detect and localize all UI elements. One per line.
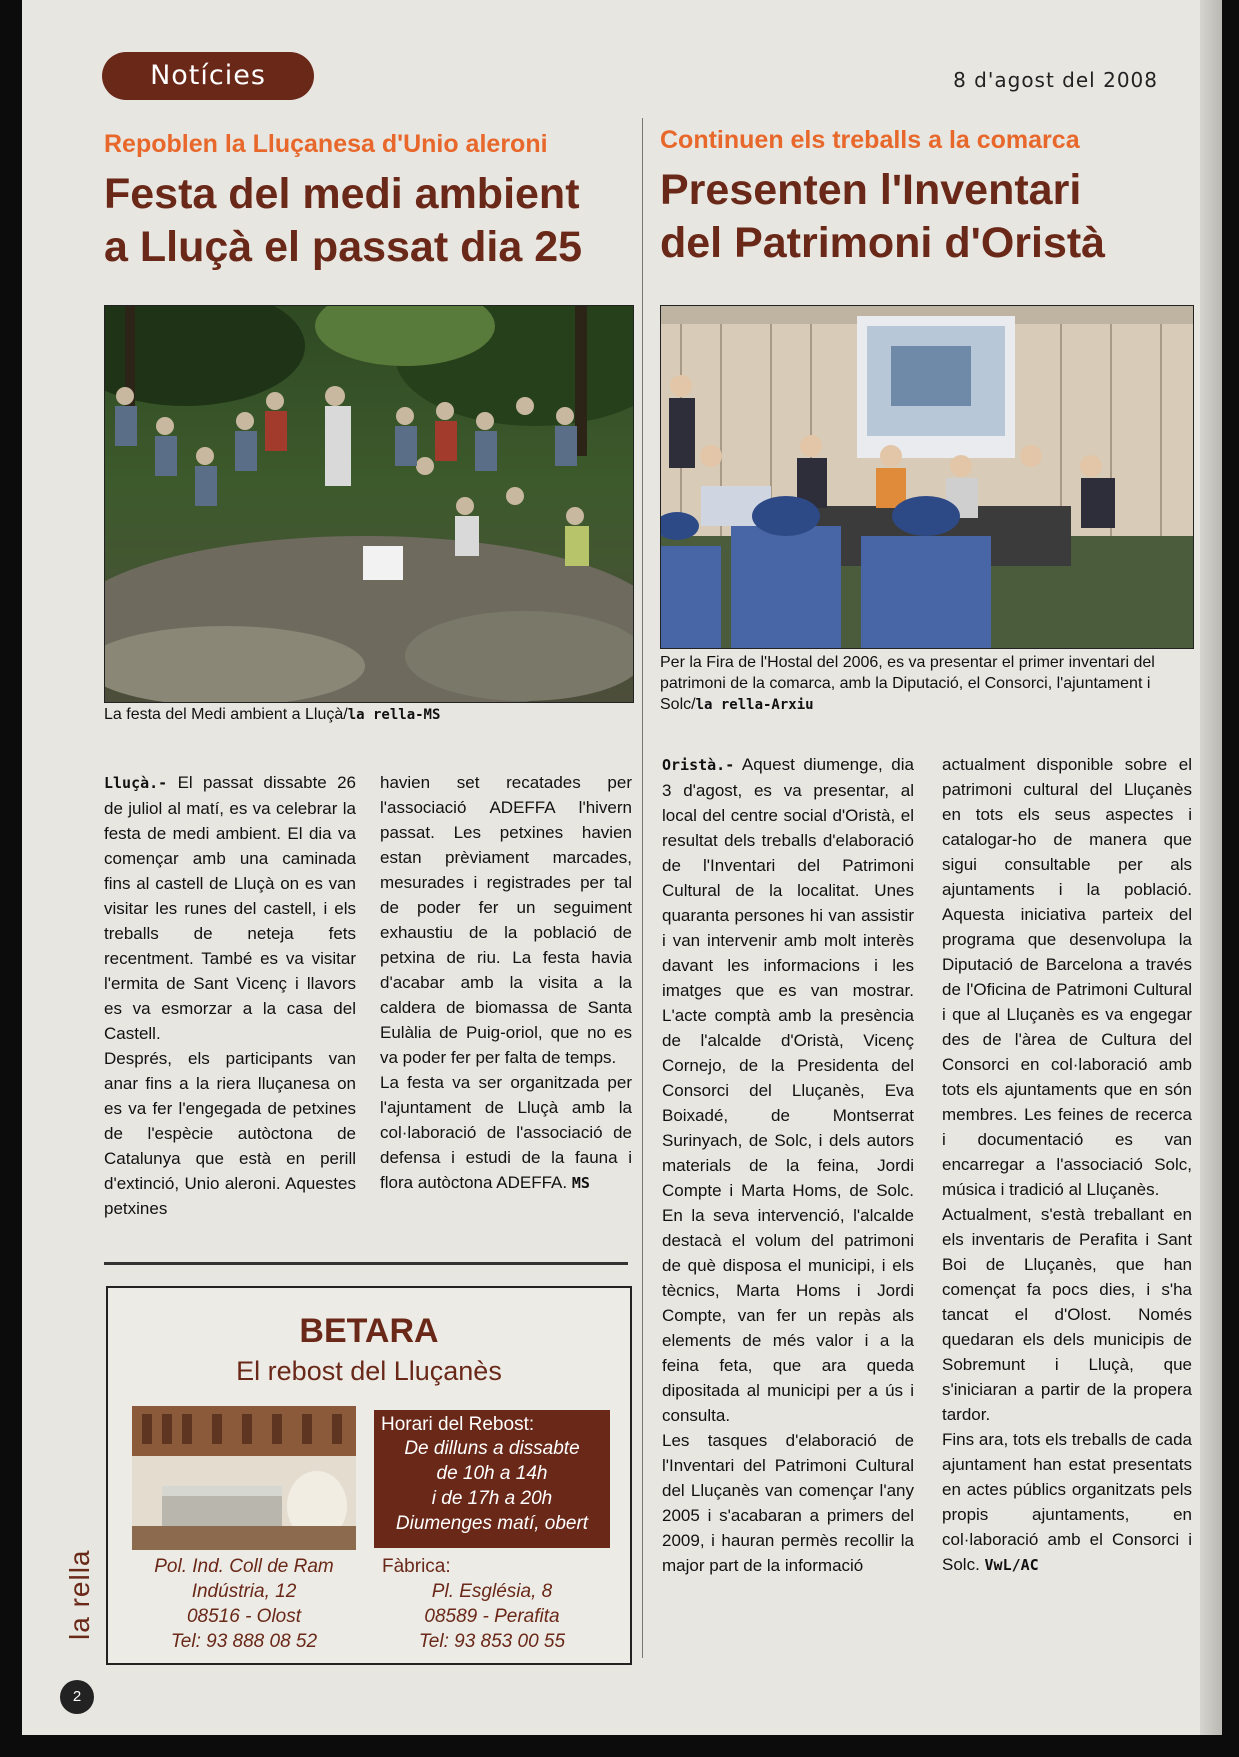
left-col1-p1: El passat dissabte 26 de juliol al matí, es va celebrar la festa de medi ambient. El dia va començar amb una caminada fins al castell de Lluçà on es van visitar les runes del castell, i els treballs de neteja fets recentment. També es va visitar l'ermita de Sant Vicenç i llavors es va esmorzar a la casa del Castell. xyxy=(104,773,356,1043)
hours-title: Horari del Rebost: xyxy=(381,1414,535,1435)
ad-top-rule xyxy=(104,1262,628,1265)
right-caption-text: Per la Fira de l'Hostal del 2006, es va presentar el primer inventari del patrimoni de la comarca, amb la Diputació, el Consorci, l'ajuntament i Solc/ xyxy=(660,654,1155,713)
hours-line-1: De dilluns a dissabte xyxy=(404,1438,580,1459)
right-photo-caption xyxy=(660,652,1192,716)
issue-date: 8 d'agost del 2008 xyxy=(953,68,1158,92)
newspaper-page xyxy=(22,0,1222,1735)
right-article-col2 xyxy=(942,752,1192,1578)
page-number: 2 xyxy=(60,1680,94,1714)
presentation-tent-image xyxy=(661,306,1193,648)
left-col2-p1: havien set recatades per l'associació ADEFFA l'hivern passat. Les petxines havien estan prèviament marcades, mesurades i registrades per tal de poder fer un seguiment exhaustiu de la població de petxina de riu. La festa havia d'acabar amb la visita a la caldera de biomassa de Santa Eulàlia de Puig-oriol, que no es va poder fer per falta de temps. xyxy=(380,773,632,1067)
factory-address xyxy=(374,1554,610,1654)
right-headline-line1: Presenten l'Inventari xyxy=(660,166,1082,214)
shop-interior-image xyxy=(132,1406,356,1550)
left-photo xyxy=(104,305,634,703)
forest-gathering-image xyxy=(105,306,633,702)
left-col1-p2: Després, els participants van anar fins a la riera lluçanesa on es va fer l'engegada de petxines de l'espècie autòctona de Catalunya que està en perill d'extinció, Unio aleroni. Aquestes petxines xyxy=(104,1049,356,1218)
ad-title: BETARA xyxy=(299,1312,439,1350)
right-signature: VwL/AC xyxy=(984,1556,1039,1574)
right-kicker: Continuen els treballs a la comarca xyxy=(660,126,1080,154)
right-article-col1 xyxy=(662,752,914,1578)
left-caption-credit: la rella-MS xyxy=(347,707,441,723)
right-dateline: Oristà.- xyxy=(662,756,735,774)
addr1-line3: 08516 - Olost xyxy=(186,1606,302,1627)
addr1-phone: Tel: 93 888 08 52 xyxy=(170,1631,318,1652)
right-col1-p2: Les tasques d'elaboració de l'Inventari del Patrimoni Cultural del Lluçanès van començar l'any 2005 i s'acabaran a primers del 2009, i hauran permès recollir la major part de la informació xyxy=(662,1431,914,1575)
addr2-title: Fàbrica: xyxy=(382,1556,451,1577)
addr1-line2: Indústria, 12 xyxy=(191,1581,297,1602)
left-article-col2 xyxy=(380,770,632,1196)
left-kicker: Repoblen la Lluçanesa d'Unio aleroni xyxy=(104,130,548,158)
left-caption-text: La festa del Medi ambient a Lluçà/ xyxy=(104,706,348,723)
left-headline-line2: a Lluçà el passat dia 25 xyxy=(104,223,583,271)
left-dateline: Lluçà.- xyxy=(104,774,168,792)
hours-line-4: Diumenges matí, obert xyxy=(395,1513,589,1534)
right-col2-p2: Actualment, s'està treballant en els inventaris de Perafita i Sant Boi de Lluçanès, que han començat fa pocs dies, i s'ha tancat el d'Olost. Només quedaran els dels municipis de Sobremunt i Lluçà, que s'iniciaran a partir de la propera tardor. xyxy=(942,1205,1192,1424)
shop-address xyxy=(120,1554,368,1654)
right-headline xyxy=(660,164,1105,270)
ad-subtitle: El rebost del Lluçanès xyxy=(236,1356,502,1386)
page-edge xyxy=(1200,0,1222,1735)
left-headline-line1: Festa del medi ambient xyxy=(104,170,580,218)
addr1-line1: Pol. Ind. Coll de Ram xyxy=(154,1556,334,1577)
addr2-line2: 08589 - Perafita xyxy=(424,1606,560,1627)
right-col2-p1: actualment disponible sobre el patrimoni cultural del Lluçanès en tots els seus aspectes i catalogar-ho de manera que sigui consultable per als ajuntaments i la població. Aquesta iniciativa parteix del programa que desenvolupa la Diputació de Barcelona a través de l'Oficina de Patrimoni Cultural i que al Lluçanès es va engegar des de l'àrea de Cultura del Consorci en col·laboració amb tots els ajuntaments que en són membres. Les feines de recerca i documentació es van encarregar a l'associació Solc, música i tradició al Lluçanès. xyxy=(942,755,1192,1199)
hours-line-2: de 10h a 14h xyxy=(436,1463,548,1484)
addr2-phone: Tel: 93 853 00 55 xyxy=(418,1631,566,1652)
right-headline-line2: del Patrimoni d'Oristà xyxy=(660,219,1106,267)
right-caption-credit: la rella-Arxiu xyxy=(695,697,814,713)
addr2-line1: Pl. Església, 8 xyxy=(431,1581,553,1602)
left-headline xyxy=(104,168,582,274)
left-photo-caption xyxy=(104,704,632,726)
opening-hours-box xyxy=(374,1410,610,1548)
left-col2-p2: La festa va ser organitzada per l'ajuntament de Lluçà amb la col·laboració de l'associació de defensa i estudi de la fauna i flora autòctona ADEFFA. xyxy=(380,1073,632,1192)
section-tab: Notícies xyxy=(102,52,314,100)
right-photo xyxy=(660,305,1194,649)
left-article-col1 xyxy=(104,770,356,1221)
hours-line-3: i de 17h a 20h xyxy=(431,1488,553,1509)
betara-advertisement xyxy=(106,1286,632,1665)
right-col1-p1: Aquest diumenge, dia 3 d'agost, es va presentar, al local del centre social d'Oristà, el resultat dels treballs d'elaboració de l'Inventari del Patrimoni Cultural de la localitat. Unes quaranta persones hi van assistir i van intervenir amb molt interès davant les informacions i les imatges que es van mostrar. L'acte comptà amb la presència de l'alcalde d'Oristà, Vicenç Cornejo, de la Presidenta del Consorci del Lluçanès, Eva Boixadé, de Montserrat Surinyach, de Solc, i dels autors materials de la feina, Jordi Compte i Marta Homs, de Solc. En la seva intervenció, l'alcalde destacà el volum del patrimoni de què disposa el municipi, i els tècnics, Marta Homs i Jordi Compte, van fer un repàs als elements de més valor i a la feina feta, que ara queda dipositada al municipi per a ús i consulta. xyxy=(662,755,914,1425)
publication-name: la rella xyxy=(64,1549,95,1640)
shop-interior-svg xyxy=(132,1406,356,1550)
column-divider xyxy=(642,118,643,1658)
right-col2-p3: Fins ara, tots els treballs de cada ajuntament han estat presentats en actes públics organitzats pels propis ajuntaments, en col·laboració amb el Consorci i Solc. xyxy=(942,1430,1192,1574)
left-signature: MS xyxy=(571,1174,590,1192)
